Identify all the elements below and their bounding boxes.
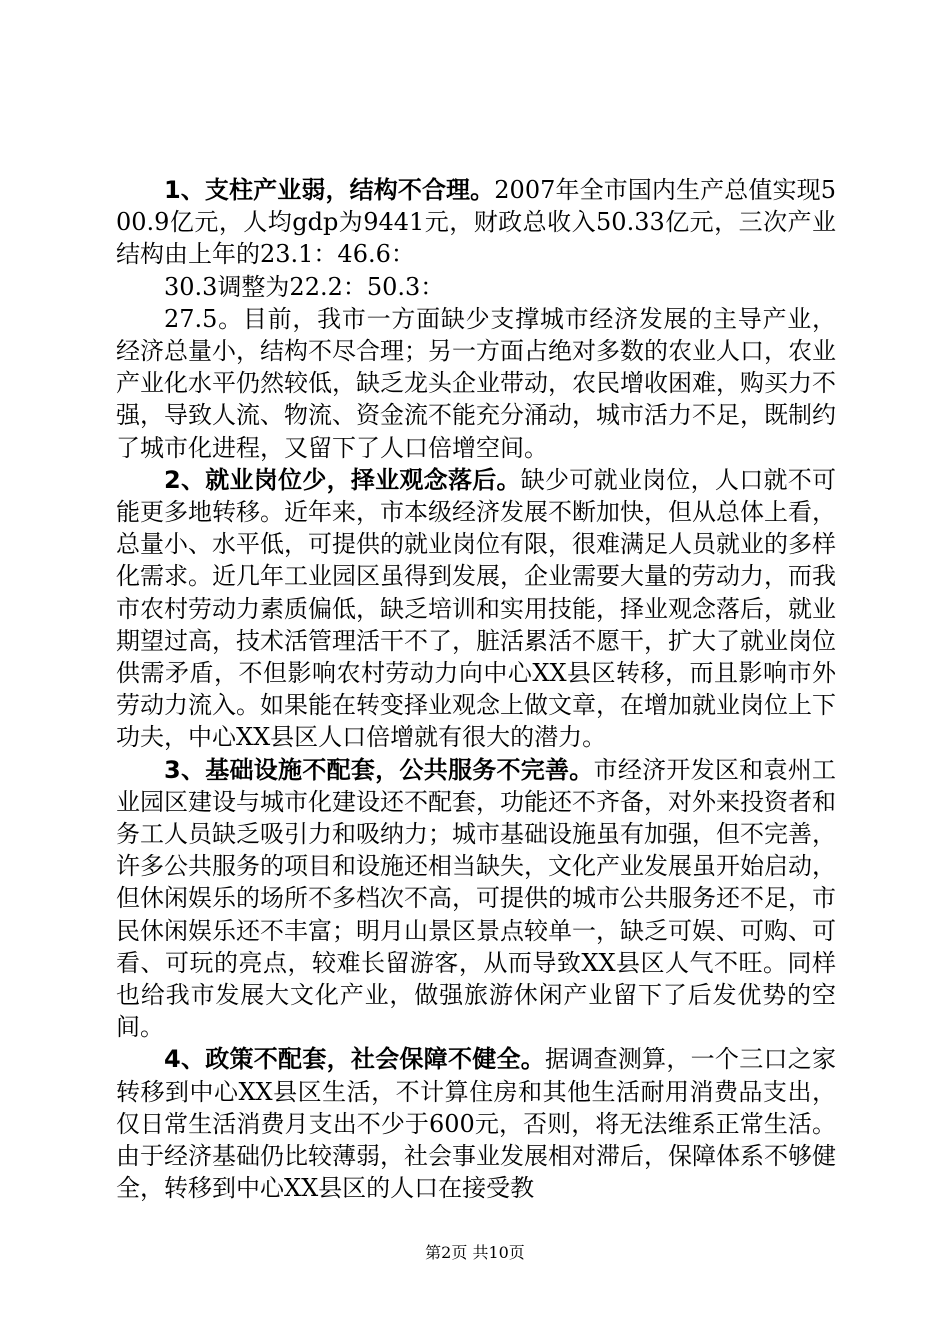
- paragraph-2-text: 30.3调整为22.2：50.3：: [164, 272, 445, 301]
- paragraph-1-text: 2007年全市国内生产总值实现500.9亿元，人均gdp为9441元，财政总收入50.33亿元，三次产业结构由上年的23.1：46.6：: [116, 176, 836, 269]
- page-number-label: 第2页 共10页: [425, 1243, 525, 1262]
- paragraph-1: [116, 174, 836, 271]
- paragraph-6-heading: 4、政策不配套，社会保障不健全。: [164, 1045, 546, 1074]
- paragraph-6-text: 据调查测算，一个三口之家转移到中心XX县区生活，不计算住房和其他生活耐用消费品支出，仅日常生活消费月支出不少于600元，否则，将无法维系正常生活。由于经济基础仍比较薄弱，社会事业发展相对滞后，保障体系不够健全，转移到中心XX县区的人口在接受教: [116, 1045, 837, 1203]
- paragraph-3: [116, 303, 836, 464]
- document-body: [116, 174, 836, 1205]
- paragraph-4: [116, 464, 836, 754]
- paragraph-5-text: 市经济开发区和袁州工业园区建设与城市化建设还不配套，功能还不齐备，对外来投资者和务工人员缺乏吸引力和吸纳力；城市基础设施虽有加强，但不完善，许多公共服务的项目和设施还相当缺失，文化产业发展虽开始启动，但休闲娱乐的场所不多档次不高，可提供的城市公共服务还不足，市民休闲娱乐还不丰富；明月山景区景点较单一，缺乏可娱、可购、可看、可玩的亮点，较难长留游客，从而导致XX县区人气不旺。同样也给我市发展大文化产业，做强旅游休闲产业留下了后发优势的空间。: [116, 755, 836, 1042]
- paragraph-4-heading: 2、就业岗位少，择业观念落后。: [164, 465, 521, 494]
- paragraph-3-text: 27.5。目前，我市一方面缺少支撑城市经济发展的主导产业，经济总量小，结构不尽合理；另一方面占绝对多数的农业人口，农业产业化水平仍然较低，缺乏龙头企业带动，农民增收困难，购买力不强，导致人流、物流、资金流不能充分涌动，城市活力不足，既制约了城市化进程，又留下了人口倍增空间。: [116, 304, 836, 462]
- paragraph-1-heading: 1、支柱产业弱，结构不合理。: [164, 176, 495, 204]
- paragraph-5: [116, 754, 836, 1044]
- page-footer: [0, 1243, 950, 1263]
- paragraph-5-heading: 3、基础设施不配套，公共服务不完善。: [164, 755, 594, 784]
- paragraph-4-text: 缺少可就业岗位，人口就不可能更多地转移。近年来，市本级经济发展不断加快，但从总体上看，总量小、水平低，可提供的就业岗位有限，很难满足人员就业的多样化需求。近几年工业园区虽得到发展，企业需要大量的劳动力，而我市农村劳动力素质偏低，缺乏培训和实用技能，择业观念落后，就业期望过高，技术活管理活干不了，脏活累活不愿干，扩大了就业岗位供需矛盾，不但影响农村劳动力向中心XX县区转移，而且影响市外劳动力流入。如果能在转变择业观念上做文章，在增加就业岗位上下功夫，中心XX县区人口倍增就有很大的潜力。: [116, 465, 837, 752]
- paragraph-6: [116, 1043, 836, 1204]
- paragraph-2: [116, 271, 836, 303]
